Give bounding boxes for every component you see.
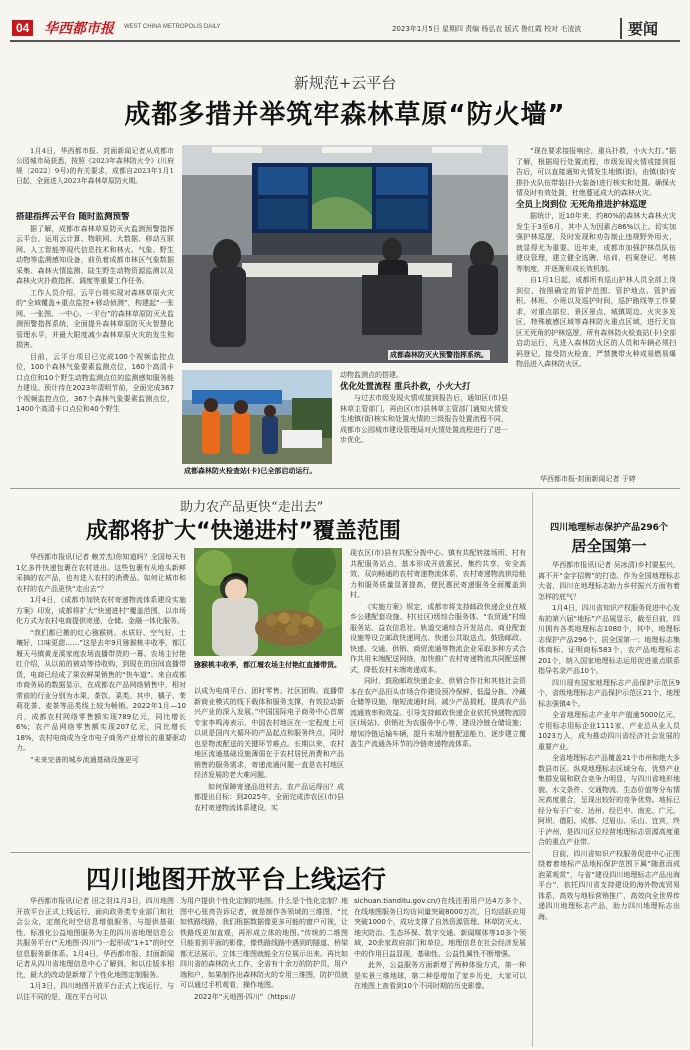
article1-col1 xyxy=(16,212,174,475)
paragraph: 同时，鼓励邮政快递企业、供销合作社和其他社会资本在农产品田头市场合作建设预冷保鲜、低温分拣、冷藏仓储等设施，缩短流通时间，减少产品损耗，提高农产品流通效率和效益。引导支持邮政快递企业依托快递物流园区(场站)、供销社为农服务中心等，建设冷链仓储设施；增加冷链运输车辆，提升末端冷链配送能力，逐步建立覆盖生产流通各环节的冷链寄递物流体系。 xyxy=(350,677,526,748)
paragraph: 全省地理标志产品覆盖21个市州和绝大多数县市区。纵观地理标志区域分布，优势产业集群发展和联合竞争力明显，与四川省地形地貌、水文条件、交通物流、生态价值等分布情况高度重合，呈现出较好的竞争优势。地标已经分布于广安、达州、经巴中、南充、广元、阿坝、德阳、成都、过眉山、乐山、宜宾，终于泸州，是四川区位经营地理标志资源高度重合的重点产业带。 xyxy=(538,754,680,846)
article1-col2 xyxy=(340,370,508,482)
sidebar-headline-line2: 居全国第一 xyxy=(571,537,647,555)
paragraph: 此外，公益服务方面新增了两种体验方式，第一种是实景三维地球，第二种是增加了家乡历史，大家可以在地图上查看到10个不同时期的历史影像。 xyxy=(354,961,526,990)
article3-col1 xyxy=(16,896,174,1046)
paper-name-en: WEST CHINA METROPOLIS DAILY xyxy=(124,24,221,30)
paragraph: 为用户提供个性化定制的地图。什么是个性化定制？地图中心张亮告诉记者，就是制作各领域的三维图，“比如铁路线路，我们根据数据像更多可能的窗户可视，让铁路线更加直观，再形成立体的地图。”传统的二维图只能看到平面的影像，像铁路线路中遇到的隧道、桥梁都无法展示，立体三维图就能全方位展示出来。再比如四川省的森林防火工作，全省有十余万的防护员，用户端和户，如果制作出森林防火的专用三维图，防护员就可以通过手机观看，操作地图。 xyxy=(180,897,348,989)
section-label: 要闻 xyxy=(620,18,658,39)
paragraph: 目前，云平台项目已完成100个视频监控点位，100个森林气象要素监测点位，160个高清卡口点位和10个野生动物监测点位的监测感知服务能力建设。预计待在2023年清明节前，全面完成367个视频监控点位，367个森林气象要素监测点位，1400个高清卡口点位和40个野生 xyxy=(16,352,174,413)
article3-headline: 四川地图开放平台上线运行 xyxy=(86,865,387,894)
paragraph: 动物监测点的搭建。 xyxy=(340,371,403,379)
paragraph: 华西都市报讯(记者 田之羽)1月3日，四川地图开放平台正式上线运行，面向政务类专业部门和社会公众，定制化时空信息增值服务，与提供基础性、标准化公益地图服务为主的四川省地理信息公共服务平台(“天地图·四川”)一起形成“1+1”的时空信息服务新体系。1月4日，华西都市报、封面新闻记者从四川省地理信息中心了解到，和以往版本相比，最大的改动是新增了个性化地图定制服务。 xyxy=(16,897,174,979)
article2-col3 xyxy=(350,548,526,850)
column-divider xyxy=(532,492,533,1047)
paragraph: 四川现有国家地理标志产品保护示范区9个，省级地理标志产品保护示范区21个，地理标志强镇4个。 xyxy=(538,678,680,708)
paragraph: “未来完善的城乡流通基础设施更可 xyxy=(30,755,139,764)
sidebar-body xyxy=(538,560,680,1042)
article1-lead xyxy=(16,146,174,214)
paragraph: 华西都市报讯(记者 赖芳杰)你知道吗？全国每天有1亿多件快递包裹在农村进出。这些包裹有从地头新鲜采摘的农产品，也有进入农村的消费品。如何让城市和农村的农产品更快“走出去”？ xyxy=(16,553,186,593)
paragraph: 与过去市级发现火情或接到报告后，通知区(市)县林草主管部门，再由区(市)县林草主管部门通知火情发生地镇(街)核实和处置火情的三级报告处置流程不同，成都市公园城市建设管理局对火情处置流程进行了进一步优化。 xyxy=(340,394,508,444)
paragraph: 自1月1日起，成都所有巡山护林人员全部上岗到位，按照确定的管护范围、管护地点、管护面积、林班、小班以及巡护时间，巡护路线等工作要求，对重点部位、景区景点、城镇周边、火灾多发区，特殊敏感区域等森林防火重点区域，进行无盲区无死角的护林巡逻。所有森林防火检查站(卡)全部启动运行，凡进入森林防火区的人员和车辆必须扫码登记，接受防火检查，严禁携带火种或易燃易爆物品进入森林防火区。 xyxy=(516,276,676,368)
sidebar-headline-line1: 四川地理标志保护产品296个 xyxy=(550,523,668,533)
article1-subhead3: 全员上岗到位 无死角推进护林巡逻 xyxy=(516,199,647,210)
paragraph: “现在要求接报响应，重兵扑救，小火大打。”据了解，根据现行处置流程，市级发现火情或接到报告后，可以直接通知火情发生地镇(街)，由镇(街)安排扑火队伍带装(扑火装备)进行核实和处置。确保火情及时有效处置，杜绝蔓延成大的森林火灾。 xyxy=(516,147,676,197)
date-line: 2023年1月5日 星期四 责编 杨弘农 版式 鲁红霞 校对 毛凌波 xyxy=(392,25,582,33)
article2-headline: 成都将扩大“快递进村”覆盖范围 xyxy=(86,519,401,544)
kiwi-livestream-photo xyxy=(194,548,342,656)
article1-lead-text: 1月4日，华西都市报、封面新闻记者从成都市公园城市局获悉，按照《2023年森林防火令》(川府规〔2022〕9号)的有关要求，成都自2023年1月1日起，全面进入2023年森林草原防火期。 xyxy=(16,147,174,185)
article3-col2 xyxy=(180,896,348,1046)
sidebar-box xyxy=(538,520,680,1048)
page-number: 04 xyxy=(12,20,33,36)
paragraph: 1月3日，四川地图开放平台正式上线运行，与以往不同的是，现在平台可以 xyxy=(16,982,174,1001)
paragraph: 工作人员介绍，云平台将实现对森林草原火灾的“全域覆盖+重点监控+移动侦测”，构建起“一张网、一张图、一中心、一平台”的森林草原防灭火监测预警指挥系统，全面提升森林草原防灭火智慧化管理水平，并最大限度减少森林草原火灾的发生和损害。 xyxy=(16,288,174,349)
paragraph: 目前，四川省知识产权服务促进中心正围绕着着地标产品地标保护范围下属“随意而成泡菜观赏”，与省“建设四川地理标志产品出海平台”，依托四川省支持建设的海外物流贸易体系，高效与地标营销推广，高效向全世界传递四川地理标志产品，助力四川地理标志出海。 xyxy=(538,849,680,921)
photo1-caption: 成都森林防灭火预警指挥系统。 xyxy=(390,351,488,359)
article2-col1 xyxy=(16,552,186,850)
article2-col2 xyxy=(194,686,344,850)
article-separator xyxy=(10,488,680,489)
article1-headline: 成都多措并举筑牢森林草原“防火墙” xyxy=(124,100,566,130)
paragraph: 据了解，成都市森林草原防灭火监测预警指挥云平台，运用云计算、物联网、大数据、移动互联网、人工智能等现代信息技术和林火、气象、野生动物等监测感知设备，前负着成都市林区气象数据采集、森林火情监测、陆生野生动物资源监测以及森林火灾扑救指挥、调度等重要工作任务。 xyxy=(16,224,174,285)
command-center-photo xyxy=(182,145,508,363)
article1-subhead1: 搭建指挥云平台 随时监测预警 xyxy=(16,212,130,222)
paper-name: 华西都市报 xyxy=(44,21,114,37)
checkpoint-photo xyxy=(182,370,332,464)
paragraph: 以成为电商平台、团时零售、社区团购、直播带新商业模式的线下载体和服务支撑，有效拉动新兴产业的深入发展。”中国国际电子商务中心首席专家李鸣涛表示，中国农村地区在一定程度上可以说是国内大循环的产品起点和服务终点，同时也是物流配送的关键环节难点。长期以来，农村地区流通基础设施薄弱在于农村居民消费和产品销售的服务需求，寄递流通问题一直是农村地区经济发展的老大难问题。 xyxy=(194,687,344,779)
checkpoint-illustration xyxy=(182,370,332,464)
paragraph: 全省地理标志产业年产值逾5000亿元，专用标志用标企业1111家，产业总从业人员1023万人，成为推动四川省经济社会发展的重要产业。 xyxy=(538,711,680,751)
paragraph: 1月4日，《成都市加快农村寄递物流体系建设实施方案》印发，成都将扩大“快递进村”覆盖范围，以市场化方式为农村电商提供寄递、仓储、金融一体化服务。 xyxy=(16,596,186,625)
masthead-rule xyxy=(10,40,680,42)
masthead xyxy=(0,0,690,40)
kiwi-livestream-illustration xyxy=(194,548,342,656)
article1-col3 xyxy=(516,146,676,472)
article1-kicker: 新规范+云平台 xyxy=(293,74,397,92)
article3-col3 xyxy=(354,896,526,1046)
paragraph: 1月4日，四川省知识产权服务促进中心发布的第六届“地标”产品展显示，截至目前，四川拥有各类地理标志1080个，其中，地理标志保护产品296个，居全国第一；地理标志集体商标、证明商标583个，农产品地理标志201个，纳入国家地理标志运用促进重点联系指导名录产品10个。 xyxy=(538,604,680,675)
paragraph: 现农区(市)县有共配分拨中心、镇有共配转接场所、村有共配服务站点，基本形成开放惠民、集约共享、安全高效、双向畅通的农村寄递物流体系，农村寄递物流供给能力和服务质量显著提高，便民惠民寄递服务全面覆盖到村。 xyxy=(350,549,526,599)
paragraph: 2022年“天地图·四川”（https:// xyxy=(194,992,296,1001)
article1-byline: 华西都市报-封面新闻记者 于婷 xyxy=(540,475,636,483)
paragraph: 如何保障寄递品进村去，农产品运得出？成都提出目标：到2025年，全面完成涉农区(市)县农村寄递物流体系建设，实 xyxy=(194,782,344,812)
photo2-caption: 成都森林防火检查站(卡)已全部启动运行。 xyxy=(184,467,317,475)
paragraph: 华西都市报讯(记者 吴冰清)乡村要振兴，离不开“金字招牌”的打造。作为全国地理标志大省，四川在地理标志助力乡村振兴方面有着怎样的底气？ xyxy=(538,561,680,601)
article-separator xyxy=(10,852,530,853)
article2-kicker: 助力农产品更快“走出去” xyxy=(180,500,324,515)
article1-subhead2: 优化处置流程 重兵扑救，小火大打 xyxy=(340,381,471,392)
paragraph: “我们都已搬的红心猕猴桃、水质好、空气好，土壤好，口味更甜……”这是去年9月猕猴桃丰收季，都江堰天马镇黄龙溪家庭农场直播带货的一幕。农场主付艳红介绍，从以前的被动等待收购，到现在的田间直播带货，电商已经成了果农鲜果销售的“快车道”。来自成都市商务局的数据显示，在成都农产品网络销售中，相对常前的行业分别为水果、茶饮、菜类。其中，橘子、茉莉花茶、麦茶等品类线上较为畅销。2022年1月—10月，成都农村网络零售额实现789亿元，同比增长6%；农产品网络零售额实现207亿元，同比增长18%，农村电商成为全市电子商务产业增长的重要驱动力。 xyxy=(16,628,186,752)
paragraph: sichuan.tianditu.gov.cn/)在线注册用户达4万多个，在线地图服务日均访问量突破8000万次，日均活跃应用突破1000个，成功支撑了自然资源管理、林草防灭火、地灾防治、生态环保、数字交通、新闻媒体等10多个领域，20余家政府部门和单位。地理信息在社会经济发展中的作用日益显现，基础性、公益性属性不断增强。 xyxy=(354,897,526,958)
paragraph: 据统计，近10年来，约80%的森林大森林火灾发生于3至6月，其中人为因素占86%以上。切实加强护林巡逻，及时发现和劝告制止违规野外用火，就显得尤为重要。近年来，成都市加强护林员队伍建设管理，建立健全选聘、培训、档案登记、考核等制度，并逐渐形成长效机制。 xyxy=(516,212,676,273)
photo3-caption: 猕猴桃丰收季，都江堰农场主付艳红直播带货。 xyxy=(194,661,341,669)
paragraph: 《实施方案》规定，成都市将支持邮政快递企业在城乡公建配套设施、村(社区)级综合服务体、“农贸通”村级服务站、益农信息社、轨道交通综合开发站点、商业配套设施等设立邮政快递网点、快递公共取送点。鼓励邮政、快递、交通、供销、商贸流通等物流企业采取多种方式合作共用末端配送网络，加快推广农村寄递物流共同配送模式，降低农村末端寄递成本。 xyxy=(350,602,526,674)
command-center-illustration xyxy=(182,145,508,363)
